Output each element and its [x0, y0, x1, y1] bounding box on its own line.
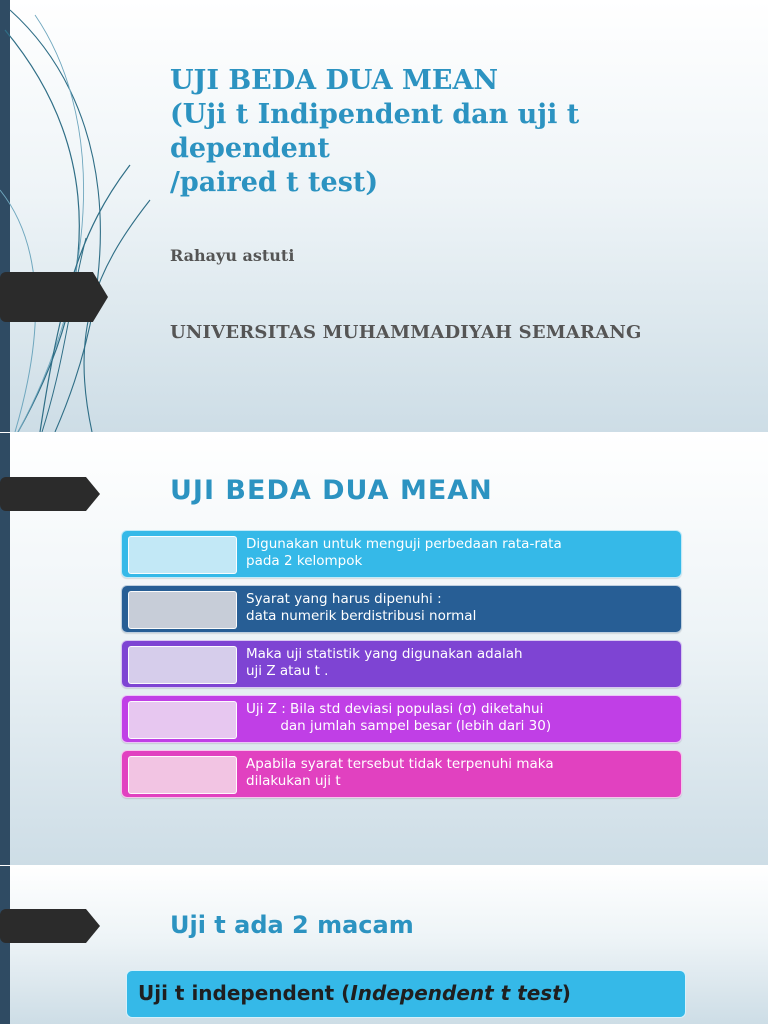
banner-prefix: Uji t independent (	[138, 981, 351, 1005]
card-list	[121, 530, 682, 805]
presentation-title	[170, 64, 730, 200]
section-title: UJI BEDA DUA MEAN	[170, 475, 493, 506]
slide-2	[0, 433, 768, 865]
slide-3	[0, 866, 768, 1024]
banner-suffix: )	[561, 981, 571, 1005]
author-name: Rahayu astuti	[170, 246, 295, 265]
card-text: Apabila syarat tersebut tidak terpenuhi maka dilakukan uji t	[246, 756, 554, 789]
title-line-3: /paired t test)	[170, 167, 379, 198]
left-rail	[0, 0, 10, 432]
card-1	[121, 530, 682, 578]
card-text: Maka uji statistik yang digunakan adalah uji Z atau t .	[246, 646, 523, 679]
left-rail	[0, 866, 10, 1024]
card-3	[121, 640, 682, 688]
card-box	[128, 591, 237, 629]
arrow-tag	[0, 477, 100, 511]
card-5	[121, 750, 682, 798]
title-line-2: (Uji t Indipendent dan uji t dependent	[170, 99, 580, 164]
card-box	[128, 646, 237, 684]
arrow-tag	[0, 272, 108, 322]
banner-italic: Independent t test	[350, 981, 562, 1005]
title-line-1: UJI BEDA DUA MEAN	[170, 65, 499, 96]
slide-1	[0, 0, 768, 432]
card-text: Uji Z : Bila std deviasi populasi (σ) diketahui dan jumlah sampel besar (lebih dari 30)	[246, 701, 552, 734]
arrow-tag	[0, 909, 100, 943]
card-text: Syarat yang harus dipenuhi : data numerik berdistribusi normal	[246, 591, 477, 624]
university-name: UNIVERSITAS MUHAMMADIYAH SEMARANG	[170, 322, 642, 343]
card-box	[128, 701, 237, 739]
card-box	[128, 536, 237, 574]
card-4	[121, 695, 682, 743]
card-text: Digunakan untuk menguji perbedaan rata-rata pada 2 kelompok	[246, 536, 562, 569]
section-title: Uji t ada 2 macam	[170, 911, 414, 939]
card-box	[128, 756, 237, 794]
card-2	[121, 585, 682, 633]
uji-t-banner	[126, 970, 686, 1018]
